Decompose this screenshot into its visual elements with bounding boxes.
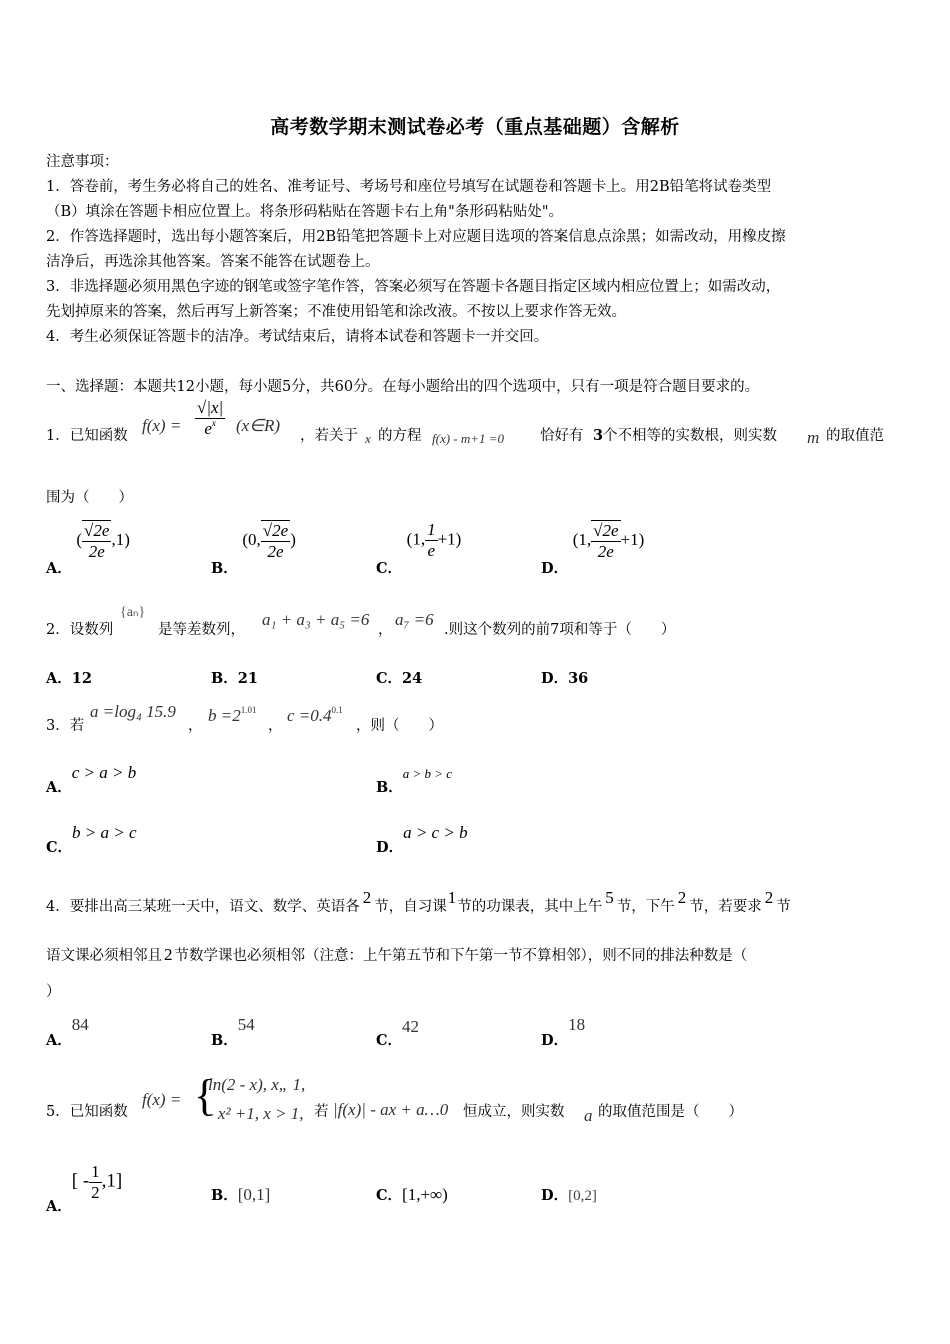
q3-option-a[interactable]: A．c > a > b — [46, 763, 137, 796]
q4-option-d[interactable]: D．18 — [541, 1015, 586, 1049]
q1-equation: f(x) - m+1 =0 — [432, 431, 505, 446]
notice-item: 洁净后，再选涂其他答案。答案不能答在试题卷上。 — [46, 254, 380, 270]
q3-b-definition: $b =2^{1.01}$ — [208, 705, 257, 725]
q3-text: ， — [188, 718, 203, 734]
question-5-prefix: 5．已知函数 — [46, 1104, 128, 1120]
q1-text: 个不相等的实数根，则实数 — [603, 428, 777, 444]
q1-option-d[interactable]: D． (1, $\frac{√2e}{2e}$ +1) — [541, 521, 645, 577]
q3-text: ， — [268, 718, 283, 734]
notice-item: 4．考生必须保证答题卡的洁净。考试结束后，请将本试卷和答题卡一并交回。 — [46, 329, 549, 345]
notice-heading: 注意事项： — [46, 154, 119, 170]
q2-text: .则这个数列的前7项和等于（ ） — [444, 622, 676, 638]
question-2-prefix: 2．设数列 — [46, 622, 114, 638]
q5-condition: |f(x)| - ax + a…0 — [333, 1100, 449, 1119]
q2-option-a[interactable]: A．12 — [46, 670, 92, 687]
notice-item: 3．非选择题必须用黑色字迹的钢笔或签字笔作答，答案必须写在答题卡各题目指定区域内相应位置上；如需改动， — [46, 279, 781, 295]
q2-sequence: {aₙ} — [120, 605, 146, 620]
q4-option-a[interactable]: A．84 — [46, 1015, 89, 1049]
question-4-line-3: ） — [46, 984, 61, 1000]
q5-function-lhs: f(x) = — [142, 1090, 182, 1109]
q2-text: 是等差数列， — [158, 622, 245, 638]
q5-text: 的取值范围是（ ） — [598, 1104, 743, 1120]
q3-option-b[interactable]: B．a > b > c — [376, 766, 453, 796]
q3-text: ，则（ ） — [356, 718, 443, 734]
q5-piecewise-brace-icon: { — [194, 1071, 216, 1120]
q5-text: 若 — [314, 1104, 329, 1120]
question-4-line-1: 4．要排出高三某班一天中，语文、数学、英语各 2 节，自习课1节的功课表，其中上午 5 节，下午 2 节，若要求 2 节 — [46, 888, 791, 915]
q5-var-a: a — [584, 1106, 593, 1125]
q3-c-definition: $c =0.4^{0.1}$ — [287, 705, 343, 725]
q5-case-2: - x² +1, x > 1, — [208, 1104, 304, 1123]
q1-option-b[interactable]: B． (0, $\frac{√2e}{2e}$ ) — [211, 521, 296, 577]
q2-text: ， — [378, 622, 393, 638]
question-3-prefix: 3．若 — [46, 718, 85, 734]
q3-a-definition: a =log₄ 15.9 — [90, 702, 176, 721]
q4-option-c[interactable]: C．42 — [376, 1017, 420, 1049]
question-4-line-2: 语文课必须相邻且 2 节数学课也必须相邻（注意：上午第五节和下午第一节不算相邻），则不同的排法种数是（ — [46, 945, 748, 964]
q1-text: ，若关于 — [300, 428, 358, 444]
q5-option-a[interactable]: A．[ - $\frac{1}{2}$ ,1] — [46, 1162, 123, 1215]
q2-option-d[interactable]: D．36 — [541, 670, 589, 687]
q2-condition-2: a₇ =6 — [395, 610, 434, 629]
q5-case-1: ln(2 - x), x„ 1, — [208, 1075, 306, 1094]
q1-function-domain: (x∈R) — [236, 416, 281, 435]
q1-function-fraction: $\frac{√|x|}{e^x}$ — [197, 398, 224, 438]
notice-item: （B）填涂在答题卡相应位置上。将条形码粘贴在答题卡右上角"条形码粘贴处"。 — [46, 204, 563, 220]
q2-condition-1: a₁ + a₃ + a₅ =6 — [262, 610, 370, 629]
q1-option-a[interactable]: A． ( $\frac{√2e}{2e}$ ,1) — [46, 521, 130, 577]
question-1-prefix: 1．已知函数 — [46, 428, 128, 444]
section-heading: 一、选择题：本题共12小题，每小题5分，共60分。在每小题给出的四个选项中，只有一项是符合题目要求的。 — [46, 379, 760, 395]
q5-option-c[interactable]: C．[1,+∞) — [376, 1185, 448, 1204]
q5-option-d[interactable]: D．[0,2] — [541, 1187, 597, 1204]
q1-var-m: m — [807, 428, 820, 447]
q3-option-d[interactable]: D．a > c > b — [376, 823, 468, 856]
notice-item: 先划掉原来的答案，然后再写上新答案；不准使用铅笔和涂改液。不按以上要求作答无效。 — [46, 304, 626, 320]
q2-option-b[interactable]: B．21 — [211, 670, 258, 687]
q3-option-c[interactable]: C．b > a > c — [46, 823, 137, 856]
q1-var-x: x — [365, 431, 371, 446]
q2-option-c[interactable]: C．24 — [376, 670, 423, 687]
notice-item: 2．作答选择题时，选出每小题答案后，用2B铅笔把答题卡上对应题目选项的答案信息点涂黑；如需改动，用橡皮擦 — [46, 229, 786, 245]
q5-option-b[interactable]: B．[0,1] — [211, 1185, 271, 1204]
q1-text: 围为（ ） — [46, 490, 133, 506]
q1-function-lhs: f(x) = — [142, 416, 182, 435]
q1-text: 恰好有 — [540, 428, 584, 444]
notice-item: 1．答卷前，考生务必将自己的姓名、准考证号、考场号和座位号填写在试题卷和答题卡上。用2B铅笔将试卷类型 — [46, 179, 772, 195]
q4-option-b[interactable]: B．54 — [211, 1015, 255, 1049]
q1-option-c[interactable]: C． (1, $\frac{1}{e}$ +1) — [376, 520, 462, 577]
q1-count: 3 — [593, 427, 604, 444]
q1-text: 的方程 — [378, 428, 422, 444]
q5-text: 恒成立，则实数 — [463, 1104, 565, 1120]
q1-text: 的取值范 — [826, 428, 884, 444]
page-title: 高考数学期末测试卷必考（重点基础题）含解析 — [270, 116, 680, 138]
